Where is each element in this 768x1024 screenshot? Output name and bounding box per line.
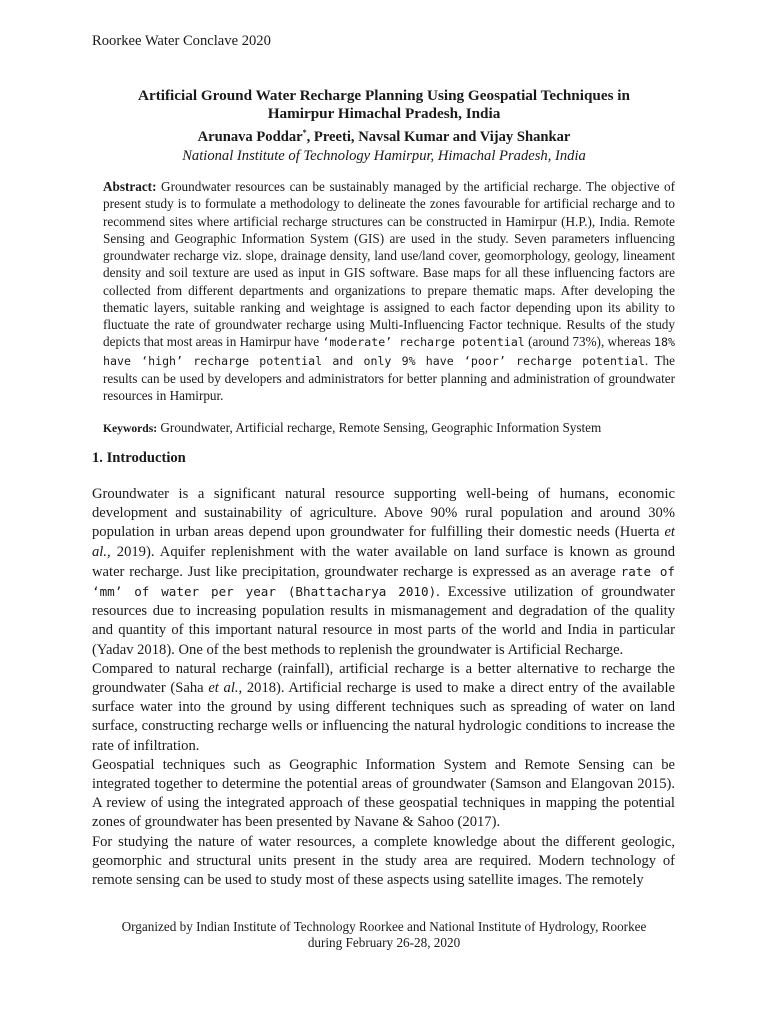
abstract-text-3: (around 73%), whereas bbox=[524, 334, 655, 350]
section-heading-introduction: 1. Introduction bbox=[92, 450, 186, 466]
other-authors: , Preeti, Navsal Kumar and Vijay Shankar bbox=[306, 129, 571, 145]
keywords bbox=[103, 420, 675, 436]
citation-et-al: et al., bbox=[208, 680, 243, 697]
abstract bbox=[103, 178, 675, 404]
paper-title-line-1: Artificial Ground Water Recharge Planning Using Geospatial Techniques in bbox=[138, 87, 630, 104]
footer-line-1: Organized by Indian Institute of Technology Roorkee and National Institute of Hydrology, Roorkee bbox=[121, 919, 647, 934]
page-footer bbox=[80, 919, 688, 951]
running-header: Roorkee Water Conclave 2020 bbox=[92, 33, 271, 49]
corresponding-author-mark: * bbox=[302, 128, 307, 137]
abstract-text-5: . The results can be used by developers and administrators for better planning and administration of groundwater resources in Hamirpur. bbox=[103, 352, 675, 403]
citation-et-al: et al., bbox=[92, 524, 675, 560]
paragraph-1 bbox=[92, 485, 675, 660]
paper-title-line-2: Hamirpur Himachal Pradesh, India bbox=[267, 105, 501, 122]
author-list bbox=[60, 123, 708, 147]
paragraph-2-text-b: 2018). Artificial recharge is used to make a direct entry of the available surface water into the ground by using different techniques such as spreading of water on land surface, constructing recharge wells or influencing the natural hydrologic conditions to increase the rate of infiltration. bbox=[92, 680, 675, 754]
paragraph-3: Geospatial techniques such as Geographic Information System and Remote Sensing can be integrated together to determine the potential areas of groundwater (Samson and Elangovan 2015). A review of using the integrated approach of these geospatial techniques in mapping the potential zones of groundwater has been presented by Navane & Sahoo (2017). bbox=[92, 756, 675, 831]
footer-line-2: during February 26-28, 2020 bbox=[307, 935, 461, 950]
introduction-body bbox=[92, 485, 675, 890]
first-author: Arunava Poddar bbox=[197, 129, 303, 145]
abstract-text-1: Groundwater resources can be sustainably managed by the artificial recharge. The objective of present study is to formulate a methodology to delineate the zones favourable for artificial recharge and to recommend sites where artificial recharge structures can be constructed in Hamirpur (H.P.), India. Remote Sensing and Geographic Information System (GIS) are used in the study. Seven parameters influencing groundwater recharge viz. slope, drainage density, land use/land cover, geomorphology, geology, lineament density and soil texture are used as input in GIS software. Base maps for all these influencing factors are collected from different departments and organizations to prepare thematic maps. After developing the thematic layers, suitable ranking and weightage is assigned to each factor depending upon its ability to fluctuate the rate of groundwater recharge using Multi-Influencing Factor technique. Results of the study depicts that most areas in Hamirpur have bbox=[103, 179, 675, 350]
abstract-text-4: 18% have ‘high’ recharge potential and only 9% have ‘poor’ recharge potential bbox=[103, 335, 675, 368]
keywords-text: Groundwater, Artificial recharge, Remote Sensing, Geographic Information System bbox=[157, 420, 602, 435]
paragraph-4: For studying the nature of water resources, a complete knowledge about the different geologic, geomorphic and structural units present in the study area are required. Modern technology of remote sensing can be used to study most of these aspects using satellite images. The remotely bbox=[92, 833, 675, 889]
paragraph-1-text-a: Groundwater is a significant natural resource supporting well-being of humans, economic development and sustainability of agriculture. Above 90% rural population and around 30% population in urban areas depend upon groundwater for fulfilling their domestic needs (Huerta bbox=[92, 486, 675, 541]
abstract-label: Abstract: bbox=[103, 179, 157, 194]
paragraph-1-text-mono: rate of ‘mm’ of water per year (Bhattacharya 2010) bbox=[92, 563, 675, 600]
paragraph-2 bbox=[92, 660, 675, 756]
paragraph-2-text-a: Compared to natural recharge (rainfall), artificial recharge is a better alternative to recharge the groundwater (Saha bbox=[92, 660, 675, 697]
title-block bbox=[60, 87, 708, 166]
paragraph-1-text-c: . Excessive utilization of groundwater resources due to increasing population results in mismanagement and degradation of the quality and quantity of this important natural resource in most parts of the world and India in particular (Yadav 2018). One of the best methods to replenish the groundwater is Artificial Recharge. bbox=[92, 584, 675, 658]
affiliation: National Institute of Technology Hamirpur, Himachal Pradesh, India bbox=[182, 148, 586, 164]
paper-title bbox=[60, 87, 708, 123]
abstract-text-2: ‘moderate’ recharge potential bbox=[322, 335, 525, 350]
keywords-label: Keywords: bbox=[103, 422, 158, 435]
paragraph-1-text-b: 2019). Aquifer replenishment with the water available on land surface is known as ground water recharge. Just like precipitation, groundwater recharge is expressed as an average bbox=[92, 543, 675, 580]
